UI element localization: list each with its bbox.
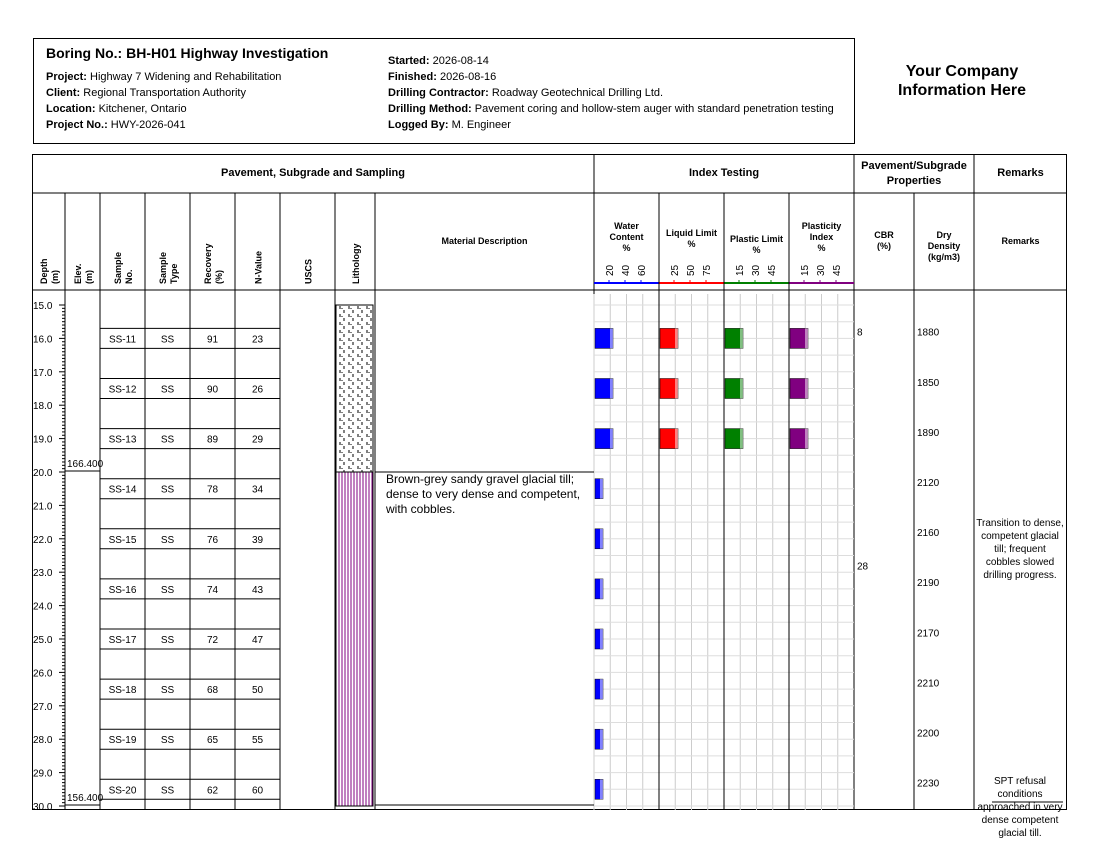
tick-pi-45: 45 <box>832 264 843 276</box>
index-bar-shade-water <box>610 429 613 449</box>
depth-label-21.0: 21.0 <box>33 501 53 513</box>
tick-pl-30: 30 <box>751 264 762 276</box>
header-ll-0: Liquid Limit <box>666 228 717 238</box>
index-bar-shade-water <box>600 679 603 699</box>
remark-2: SPT refusal conditions approached in very dense competent glacial till. <box>977 776 1063 839</box>
group-remarks-header: Remarks <box>997 167 1044 179</box>
project-no-value: HWY-2026-041 <box>110 119 186 131</box>
logged-value: M. Engineer <box>451 119 511 131</box>
index-bar-shade-ll <box>675 429 678 449</box>
group-props-header-2: Properties <box>886 175 942 187</box>
tick-pl-15: 15 <box>735 264 746 276</box>
recovery-SS-20: 62 <box>206 785 219 797</box>
started-value: 2026-08-14 <box>432 55 489 67</box>
header-dry-2: (kg/m3) <box>927 252 961 262</box>
tick-water-60: 60 <box>637 264 648 276</box>
dry-density-2170: 2170 <box>917 628 940 640</box>
lithology-gravel <box>336 305 373 472</box>
sample-no-SS-15: SS-15 <box>108 534 137 546</box>
index-bar-shade-water <box>600 729 603 749</box>
header-water-1: Content <box>609 232 644 242</box>
index-bar-shade-water <box>600 479 603 499</box>
tick-ll-75: 75 <box>702 264 713 276</box>
depth-label-26.0: 26.0 <box>33 668 53 680</box>
started-line: Started: 2026-08-14 <box>388 55 489 67</box>
finished-line: Finished: 2026-08-16 <box>388 71 497 83</box>
logged-line: Logged By: M. Engineer <box>388 119 511 131</box>
index-bar-shade-water <box>600 629 603 649</box>
index-bar-shade-pi <box>805 429 808 449</box>
contractor-value: Roadway Geotechnical Drilling Ltd. <box>491 87 664 99</box>
location-line: Location: Kitchener, Ontario <box>46 103 187 115</box>
company-line-1: Your Company <box>905 63 1019 80</box>
n-value-SS-20: 60 <box>251 785 264 797</box>
header-pi-0: Plasticity <box>801 221 842 231</box>
n-value-SS-12: 26 <box>251 384 264 396</box>
depth-label-24.0: 24.0 <box>33 601 53 613</box>
depth-label-29.0: 29.0 <box>33 768 53 780</box>
sample-type-SS-16: SS <box>160 584 175 596</box>
n-value-SS-14: 34 <box>251 484 264 496</box>
header-ll-1: % <box>687 239 696 249</box>
sample-type-SS-19: SS <box>160 735 175 747</box>
header-water-0: Water <box>614 221 639 231</box>
dry-density-2120: 2120 <box>917 478 940 490</box>
index-bar-shade-water <box>610 379 613 399</box>
client-value: Regional Transportation Authority <box>83 87 246 99</box>
tick-pi-15: 15 <box>800 264 811 276</box>
header-dry-0: Dry <box>936 230 952 240</box>
sample-type-SS-14: SS <box>160 484 175 496</box>
location-value: Kitchener, Ontario <box>98 103 187 115</box>
n-value-SS-15: 39 <box>251 534 264 546</box>
header-lithology-0: Lithology <box>351 243 361 284</box>
header-recovery-0: Recovery <box>203 243 213 284</box>
group-index-header: Index Testing <box>688 167 760 179</box>
index-bar-shade-pi <box>805 379 808 399</box>
depth-label-25.0: 25.0 <box>33 635 53 646</box>
project-value: Highway 7 Widening and Rehabilitation <box>90 71 282 83</box>
remark-1: Transition to dense, competent glacial till; frequent cobbles slowed drilling progress. <box>976 518 1064 581</box>
n-value-SS-19: 55 <box>251 735 264 747</box>
recovery-SS-11: 91 <box>206 334 219 346</box>
n-value-SS-18: 50 <box>251 685 264 697</box>
recovery-SS-12: 90 <box>206 384 219 396</box>
tick-pl-45: 45 <box>767 264 778 276</box>
dry-density-2230: 2230 <box>917 778 940 790</box>
index-bar-shade-water <box>600 579 603 599</box>
header-uscs-0: USCS <box>303 258 314 284</box>
method-line: Drilling Method: Pavement coring and hollow-stem auger with standard penetration testing <box>388 103 834 115</box>
index-bar-shade-pi <box>805 328 808 348</box>
header-pi-1: Index <box>809 232 834 242</box>
recovery-SS-14: 78 <box>206 484 219 496</box>
header-sample_no-0: Sample <box>113 251 123 284</box>
n-value-SS-17: 47 <box>251 635 264 646</box>
recovery-SS-15: 76 <box>206 534 219 546</box>
sample-type-SS-17: SS <box>160 635 175 646</box>
sample-type-SS-18: SS <box>160 685 175 697</box>
depth-label-16.0: 16.0 <box>33 334 53 346</box>
client-line: Client: Regional Transportation Authority <box>46 87 246 99</box>
header-depth-0: Depth <box>39 258 49 284</box>
header-elev-1: (m) <box>84 270 94 284</box>
index-bar-shade-ll <box>675 328 678 348</box>
recovery-SS-18: 68 <box>206 685 219 697</box>
recovery-SS-13: 89 <box>206 434 219 446</box>
n-value-SS-11: 23 <box>251 334 264 346</box>
depth-label-20.0: 20.0 <box>33 468 53 479</box>
dry-density-2210: 2210 <box>917 678 940 690</box>
sample-no-SS-19: SS-19 <box>108 735 137 747</box>
depth-label-30.0: 30.0 <box>33 802 53 810</box>
header-nvalue-0: N-Value <box>253 250 264 284</box>
header-sample_type-1: Type <box>169 263 179 284</box>
depth-label-22.0: 22.0 <box>33 534 53 546</box>
group-sampling-header: Pavement, Subgrade and Sampling <box>221 167 405 179</box>
dry-density-1880: 1880 <box>917 327 940 339</box>
cbr-value-28: 28 <box>857 561 869 573</box>
sample-type-SS-13: SS <box>160 434 175 446</box>
recovery-SS-19: 65 <box>206 735 219 747</box>
group-props-header: Pavement/Subgrade <box>861 160 967 172</box>
n-value-SS-13: 29 <box>251 434 264 446</box>
project-line: Project: Highway 7 Widening and Rehabilitation <box>46 71 282 83</box>
sample-type-SS-11: SS <box>160 334 175 346</box>
elev-label-166.400: 166.400 <box>67 459 104 470</box>
elev-label-156.400: 156.400 <box>67 793 104 804</box>
material-description: Brown-grey sandy gravel glacial till; dense to very dense and competent, with cobbles. <box>386 472 581 516</box>
tick-ll-50: 50 <box>686 264 697 276</box>
depth-label-18.0: 18.0 <box>33 401 53 413</box>
header-sample_no-1: No. <box>124 269 134 284</box>
depth-label-17.0: 17.0 <box>33 367 53 379</box>
header-depth-1: (m) <box>50 270 60 284</box>
header-dry-1: Density <box>927 241 961 251</box>
header-water-2: % <box>622 243 631 253</box>
header-pi-2: % <box>817 243 826 253</box>
dry-density-1890: 1890 <box>917 427 940 439</box>
index-bar-shade-pl <box>740 328 743 348</box>
dry-density-2190: 2190 <box>917 578 940 590</box>
header-sample_type-0: Sample <box>158 251 168 284</box>
sample-no-SS-14: SS-14 <box>108 484 137 496</box>
sample-no-SS-11: SS-11 <box>108 334 137 346</box>
sample-no-SS-12: SS-12 <box>108 384 137 396</box>
depth-label-27.0: 27.0 <box>33 701 53 713</box>
index-bar-shade-water <box>600 779 603 799</box>
boring-header <box>33 38 855 144</box>
dry-density-2160: 2160 <box>917 528 940 540</box>
tick-water-40: 40 <box>621 264 632 276</box>
index-bar-shade-water <box>600 529 603 549</box>
sample-type-SS-15: SS <box>160 534 175 546</box>
sample-type-SS-20: SS <box>160 785 175 797</box>
index-bar-shade-pl <box>740 429 743 449</box>
header-remarks: Remarks <box>1001 236 1040 246</box>
sample-no-SS-17: SS-17 <box>108 635 137 646</box>
recovery-SS-16: 74 <box>206 584 219 596</box>
sample-no-SS-13: SS-13 <box>108 434 137 446</box>
header-pl-1: % <box>752 245 761 255</box>
n-value-SS-16: 43 <box>251 584 264 596</box>
project-no-line: Project No.: HWY-2026-041 <box>46 119 186 131</box>
header-pl-0: Plastic Limit <box>729 234 784 244</box>
header-cbr-1: (%) <box>877 241 891 251</box>
depth-label-15.0: 15.0 <box>33 301 53 312</box>
company-info <box>862 62 1062 100</box>
dry-density-2200: 2200 <box>917 728 940 740</box>
sample-no-SS-16: SS-16 <box>108 584 137 596</box>
tick-ll-25: 25 <box>670 264 681 276</box>
header-description: Material Description <box>441 236 528 246</box>
boring-title: Boring No.: BH-H01 Highway Investigation <box>46 45 329 61</box>
sample-type-SS-12: SS <box>160 384 175 396</box>
header-elev-0: Elev. <box>73 263 83 284</box>
index-bar-shade-water <box>610 328 613 348</box>
header-recovery-1: (%) <box>214 270 224 284</box>
index-bar-shade-pl <box>740 379 743 399</box>
finished-value: 2026-08-16 <box>439 71 497 83</box>
sample-no-SS-20: SS-20 <box>108 785 137 797</box>
depth-label-19.0: 19.0 <box>33 434 53 446</box>
sample-no-SS-18: SS-18 <box>108 685 137 697</box>
dry-density-1850: 1850 <box>917 377 940 389</box>
company-line-2: Information Here <box>897 82 1026 99</box>
method-value: Pavement coring and hollow-stem auger with standard penetration testing <box>474 103 834 115</box>
header-cbr-0: CBR <box>874 230 894 240</box>
tick-pi-30: 30 <box>816 264 827 276</box>
lithology-till <box>336 472 373 806</box>
depth-label-23.0: 23.0 <box>33 568 53 580</box>
cbr-value-8: 8 <box>857 327 863 339</box>
depth-label-28.0: 28.0 <box>33 735 53 747</box>
recovery-SS-17: 72 <box>206 635 219 646</box>
tick-water-20: 20 <box>605 264 616 276</box>
index-bar-shade-ll <box>675 379 678 399</box>
contractor-line: Drilling Contractor: Roadway Geotechnical Drilling Ltd. <box>388 87 664 99</box>
